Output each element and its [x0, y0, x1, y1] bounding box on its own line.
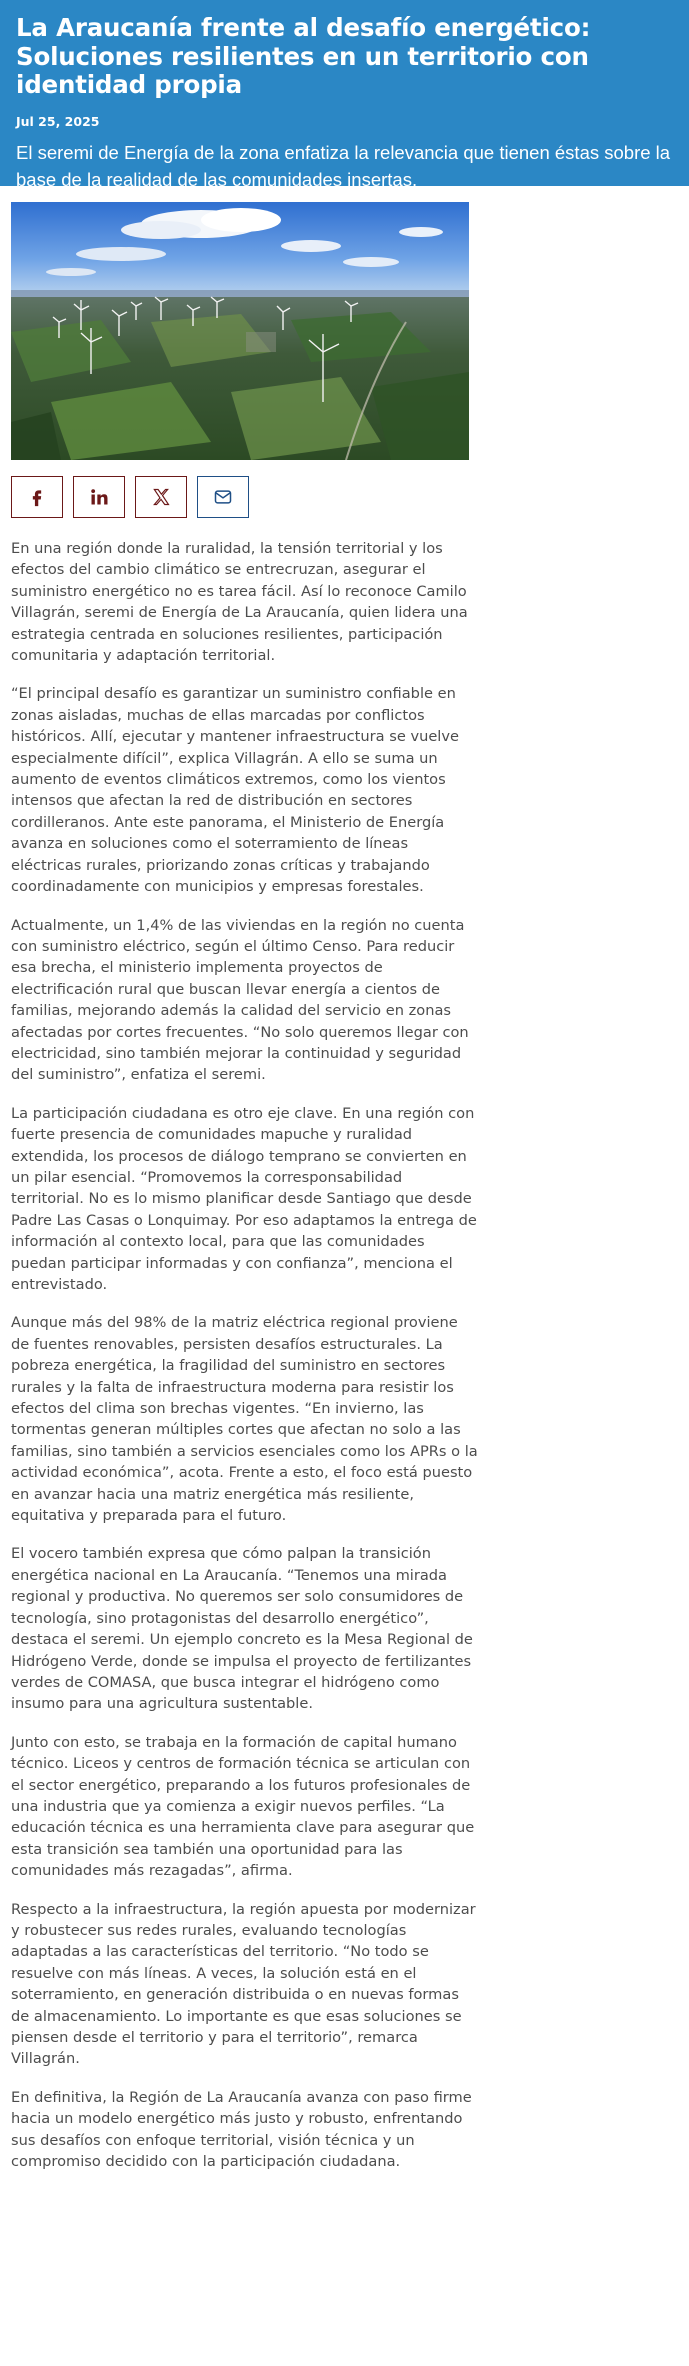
article-paragraph: “El principal desafío es garantizar un suministro confiable en zonas aisladas, muchas de ellas marcadas por conflictos históricos. Allí, ejecutar y mantener infraestructura se vuelve especialmente difícil”, explica Villagrán. A ello se suma un aumento de eventos climáticos extremos, como los vientos intensos que afectan la red de distribución en sectores cordilleranos. Ante este panorama, el Ministerio de Energía avanza en soluciones como el soterramiento de líneas eléctricas rurales, priorizando zonas críticas y trabajando coordinadamente con municipios y empresas forestales.: [11, 685, 459, 896]
share-x-button[interactable]: [135, 476, 187, 518]
article-paragraph: Junto con esto, se trabaja en la formación de capital humano técnico. Liceos y centros de formación técnica se articulan con el sector energético, preparando a los futuros profesionales de una industria que ya comienza a exigir nuevos perfiles. “La educación técnica es una herramienta clave para asegurar que esta transición sea también una oportunidad para las comunidades más rezagadas”, afirma.: [11, 1733, 475, 1880]
article-paragraph: La participación ciudadana es otro eje clave. En una región con fuerte presencia de comunidades mapuche y ruralidad extendida, los procesos de diálogo temprano se convierten en un pilar esencial. “Promovemos la corresponsabilidad territorial. No es lo mismo planificar desde Santiago que desde Padre Las Casas o Lonquimay. Por eso adaptamos la entrega de información al contexto local, para que las comunidades puedan participar informadas y con confianza”, menciona el entrevistado.: [11, 1104, 477, 1293]
article-paragraph: Respecto a la infraestructura, la región apuesta por modernizar y robustecer sus redes rurales, evaluando tecnologías adaptadas a las características del territorio. “No todo se resuelve con más líneas. A veces, la solución está en el soterramiento, en generación distribuida o en nuevas formas de almacenamiento. Lo importante es que esas soluciones se piensen desde el territorio y para el territorio”, remarca Villagrán.: [11, 1900, 476, 2068]
article-title: La Araucanía frente al desafío energético: Soluciones resilientes en un territorio con identidad propia: [16, 13, 591, 100]
main-content: [0, 202, 689, 2172]
mail-icon: [212, 487, 234, 507]
publish-date: Jul 25, 2025: [16, 113, 100, 129]
x-icon: [151, 487, 171, 507]
article-paragraph: Actualmente, un 1,4% de las viviendas en la región no cuenta con suministro eléctrico, según el último Censo. Para reducir esa brecha, el ministerio implementa proyectos de electrificación rural que buscan llevar energía a cientos de familias, mejorando además la calidad del servicio en zonas afectadas por cortes frecuentes. “No solo queremos llegar con electricidad, sino también mejorar la continuidad y seguridad del suministro”, enfatiza el seremi.: [11, 916, 469, 1084]
share-facebook-button[interactable]: [11, 476, 63, 518]
linkedin-icon: [89, 487, 109, 507]
wind-farm-photo: [11, 202, 469, 460]
article-header: [0, 0, 689, 190]
article-subtitle: El seremi de Energía de la zona enfatiza la relevancia que tienen éstas sobre la base de la realidad de las comunidades insertas.: [16, 141, 671, 190]
article-paragraph: Aunque más del 98% de la matriz eléctrica regional proviene de fuentes renovables, persisten desafíos estructurales. La pobreza energética, la fragilidad del suministro en sectores rurales y la falta de infraestructura moderna para resistir los efectos del clima son brechas vigentes. “En invierno, las tormentas generan múltiples cortes que afectan no solo a las familias, sino también a servicios esenciales como los APRs o la actividad económica”, acota. Frente a esto, el foco está puesto en avanzar hacia una matriz energética más resiliente, equitativa y preparada para el futuro.: [11, 1314, 478, 1525]
article-paragraph: En una región donde la ruralidad, la tensión territorial y los efectos del cambio climático se entrecruzan, asegurar el suministro energético no es tarea fácil. Así lo reconoce Camilo Villagrán, seremi de Energía de La Araucanía, quien lidera una estrategia centrada en soluciones resilientes, participación comunitaria y adaptación territorial.: [11, 540, 468, 665]
article-paragraph: En definitiva, la Región de La Araucanía avanza con paso firme hacia un modelo energético más justo y robusto, enfrentando sus desafíos con enfoque territorial, visión técnica y un compromiso decidido con la participación ciudadana.: [11, 2088, 472, 2171]
share-bar: [11, 476, 678, 518]
article-paragraph: El vocero también expresa que cómo palpan la transición energética nacional en La Araucanía. “Tenemos una mirada regional y productiva. No queremos ser solo consumidores de tecnología, sino protagonistas del desarrollo energético”, destaca el seremi. Un ejemplo concreto es la Mesa Regional de Hidrógeno Verde, donde se impulsa el proyecto de fertilizantes verdes de COMASA, que busca integrar el hidrógeno como insumo para una agricultura sustentable.: [11, 1545, 473, 1713]
facebook-icon: [27, 487, 47, 507]
article-body: [11, 538, 479, 2172]
share-linkedin-button[interactable]: [73, 476, 125, 518]
share-email-button[interactable]: [197, 476, 249, 518]
